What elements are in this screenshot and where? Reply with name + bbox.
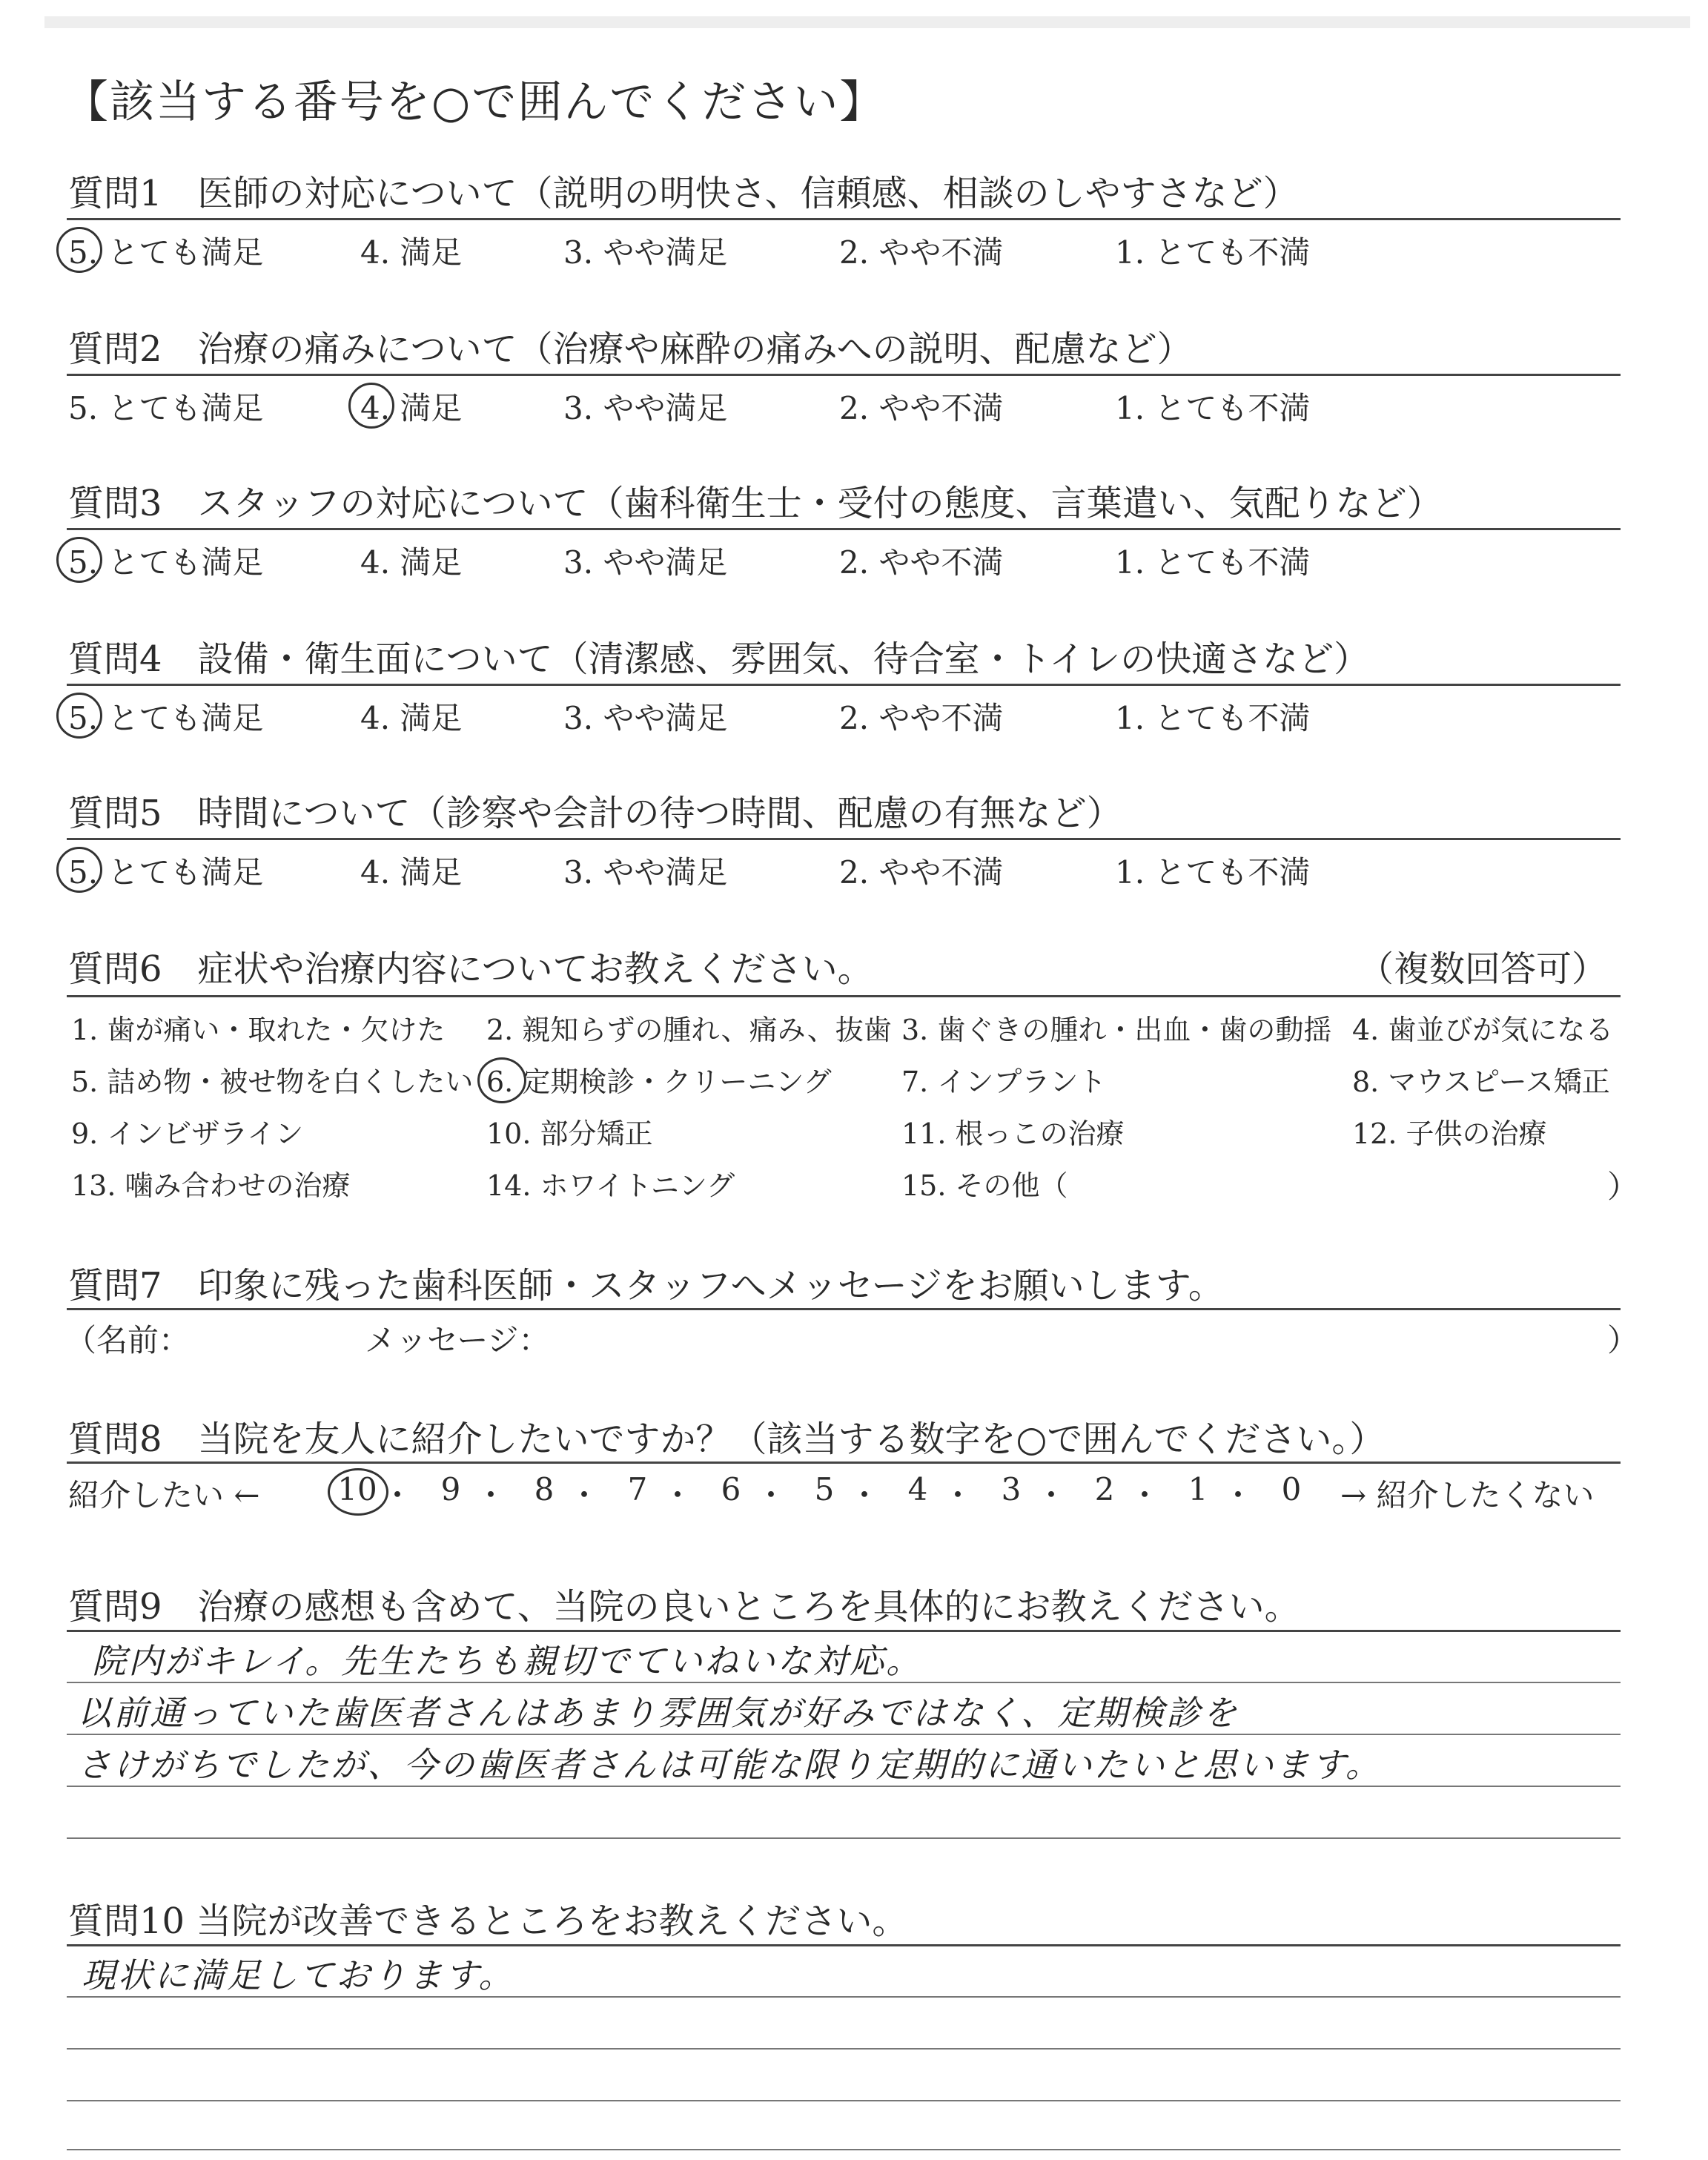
q2-option-1[interactable]: 1. とても不満 xyxy=(1115,390,1311,426)
question-2-title: 質問2 治療の痛みについて（治療や麻酔の痛みへの説明、配慮など） xyxy=(68,328,1193,370)
question-7-rule xyxy=(67,1308,1621,1310)
q9-answer-line-2: 以前通っていた歯医者さんはあまり雰囲気が好みではなく、定期検診を xyxy=(77,1693,1239,1733)
q4-option-2[interactable]: 2. やや不満 xyxy=(839,700,1004,736)
q9-answer-line-3: さけがちでしたが、今の歯医者さんは可能な限り定期的に通いたいと思います。 xyxy=(77,1745,1382,1785)
q3-option-3[interactable]: 3. やや満足 xyxy=(563,544,728,581)
q4-option-1[interactable]: 1. とても不満 xyxy=(1115,700,1311,736)
question-1-title: 質問1 医師の対応について（説明の明快さ、信頼感、相談のしやすさなど） xyxy=(68,173,1299,214)
q3-option-1[interactable]: 1. とても不満 xyxy=(1115,544,1311,581)
q5-option-4[interactable]: 4. 満足 xyxy=(360,854,463,891)
q1-option-2[interactable]: 2. やや不満 xyxy=(839,234,1004,271)
question-1-rule xyxy=(67,218,1621,220)
q8-separator: ・ xyxy=(755,1477,787,1513)
q10-answer-rule xyxy=(67,2100,1621,2101)
q6-item-6[interactable]: 6. 定期検診・クリーニング xyxy=(486,1066,832,1098)
q9-answer-rule xyxy=(67,1837,1621,1839)
q2-option-5[interactable]: 5. とても満足 xyxy=(68,390,264,426)
question-6-rule xyxy=(67,995,1621,997)
q6-item-14[interactable]: 14. ホワイトニング xyxy=(486,1169,735,1202)
q8-score-8[interactable]: 8 xyxy=(534,1471,555,1507)
question-2-rule xyxy=(67,374,1621,376)
question-9-title: 質問9 治療の感想も含めて、当院の良いところを具体的にお教えください。 xyxy=(68,1586,1300,1628)
question-4-rule xyxy=(67,684,1621,686)
q8-score-7[interactable]: 7 xyxy=(627,1471,648,1507)
q4-option-4[interactable]: 4. 満足 xyxy=(360,700,463,736)
q1-option-1[interactable]: 1. とても不満 xyxy=(1115,234,1311,271)
q6-item-1[interactable]: 1. 歯が痛い・取れた・欠けた xyxy=(71,1014,446,1046)
q8-score-2[interactable]: 2 xyxy=(1094,1471,1115,1507)
question-5-title: 質問5 時間について（診察や会計の待つ時間、配慮の有無など） xyxy=(68,793,1122,834)
q7-close: ） xyxy=(1607,1322,1639,1358)
q5-option-1[interactable]: 1. とても不満 xyxy=(1115,854,1311,891)
q8-left-label: 紹介したい ← xyxy=(68,1477,260,1513)
q6-item-8[interactable]: 8. マウスピース矯正 xyxy=(1352,1066,1610,1098)
q2-option-3[interactable]: 3. やや満足 xyxy=(563,390,728,426)
q2-option-4[interactable]: 4. 満足 xyxy=(360,390,463,426)
question-8-rule xyxy=(67,1462,1621,1464)
q5-option-5[interactable]: 5. とても満足 xyxy=(68,854,264,891)
q6-item-15[interactable]: 15. その他（ xyxy=(901,1169,1068,1202)
q7-name-label: （名前： xyxy=(65,1322,191,1358)
q1-option-3[interactable]: 3. やや満足 xyxy=(563,234,728,271)
q3-option-2[interactable]: 2. やや不満 xyxy=(839,544,1004,581)
q6-item-12[interactable]: 12. 子供の治療 xyxy=(1352,1117,1547,1150)
q9-answer-line-1: 院内がキレイ。先生たちも親切でていねいな対応。 xyxy=(92,1641,923,1681)
q6-item-7[interactable]: 7. インプラント xyxy=(901,1066,1107,1098)
q6-item-11[interactable]: 11. 根っこの治療 xyxy=(901,1117,1125,1150)
scan-edge xyxy=(44,16,1690,28)
q8-score-4[interactable]: 4 xyxy=(907,1471,928,1507)
q8-separator: ・ xyxy=(1222,1477,1254,1513)
q8-separator: ・ xyxy=(382,1477,414,1513)
question-4-title: 質問4 設備・衛生面について（清潔感、雰囲気、待合室・トイレの快適さなど） xyxy=(68,638,1370,680)
q6-item-3[interactable]: 3. 歯ぐきの腫れ・出血・歯の動揺 xyxy=(901,1014,1332,1046)
q7-message-label: メッセージ： xyxy=(365,1322,550,1358)
form-heading: 【該当する番号を○で囲んでください】 xyxy=(64,76,886,128)
q8-score-5[interactable]: 5 xyxy=(814,1471,835,1507)
q8-score-0[interactable]: 0 xyxy=(1281,1471,1302,1507)
q4-option-3[interactable]: 3. やや満足 xyxy=(563,700,728,736)
q5-option-2[interactable]: 2. やや不満 xyxy=(839,854,1004,891)
q8-separator: ・ xyxy=(662,1477,694,1513)
q10-answer-rule xyxy=(67,2048,1621,2050)
q8-separator: ・ xyxy=(569,1477,600,1513)
q8-separator: ・ xyxy=(1129,1477,1161,1513)
question-8-title: 質問8 当院を友人に紹介したいですか？（該当する数字を○で囲んでください。） xyxy=(68,1418,1386,1460)
q5-option-3[interactable]: 3. やや満足 xyxy=(563,854,728,891)
question-7-title: 質問7 印象に残った歯科医師・スタッフへメッセージをお願いします。 xyxy=(68,1265,1224,1307)
question-5-rule xyxy=(67,838,1621,840)
question-9-rule xyxy=(67,1630,1621,1632)
q2-option-2[interactable]: 2. やや不満 xyxy=(839,390,1004,426)
q6-item-10[interactable]: 10. 部分矯正 xyxy=(486,1117,653,1150)
q1-option-4[interactable]: 4. 満足 xyxy=(360,234,463,271)
q6-other-close: ） xyxy=(1607,1169,1639,1205)
q8-separator: ・ xyxy=(1036,1477,1068,1513)
question-10-title: 質問10 当院が改善できるところをお教えください。 xyxy=(68,1900,908,1942)
q4-option-5[interactable]: 5. とても満足 xyxy=(68,700,264,736)
q8-score-10[interactable]: 10 xyxy=(337,1471,377,1507)
q6-item-4[interactable]: 4. 歯並びが気になる xyxy=(1352,1014,1614,1046)
q8-separator: ・ xyxy=(849,1477,881,1513)
question-3-rule xyxy=(67,528,1621,530)
q3-option-4[interactable]: 4. 満足 xyxy=(360,544,463,581)
q6-item-13[interactable]: 13. 噛み合わせの治療 xyxy=(71,1169,351,1202)
question-6-note: （複数回答可） xyxy=(1358,948,1608,990)
question-10-rule xyxy=(67,1944,1621,1946)
q6-item-5[interactable]: 5. 詰め物・被せ物を白くしたい xyxy=(71,1066,474,1098)
q8-right-label: → 紹介したくない xyxy=(1340,1477,1595,1513)
q6-item-9[interactable]: 9. インビザライン xyxy=(71,1117,304,1150)
q6-item-2[interactable]: 2. 親知らずの腫れ、痛み、抜歯 xyxy=(486,1014,892,1046)
q8-score-6[interactable]: 6 xyxy=(721,1471,741,1507)
question-3-title: 質問3 スタッフの対応について（歯科衛生士・受付の態度、言葉遣い、気配りなど） xyxy=(68,483,1443,524)
q8-separator: ・ xyxy=(475,1477,507,1513)
question-6-title: 質問6 症状や治療内容についてお教えください。 xyxy=(68,948,873,990)
q1-option-5[interactable]: 5. とても満足 xyxy=(68,234,264,271)
q8-separator: ・ xyxy=(942,1477,974,1513)
q8-score-9[interactable]: 9 xyxy=(440,1471,461,1507)
q10-answer-line-1: 現状に満足しております。 xyxy=(82,1955,515,1995)
q10-answer-rule xyxy=(67,2149,1621,2150)
q3-option-5[interactable]: 5. とても満足 xyxy=(68,544,264,581)
q8-score-3[interactable]: 3 xyxy=(1001,1471,1022,1507)
q8-score-1[interactable]: 1 xyxy=(1188,1471,1208,1507)
